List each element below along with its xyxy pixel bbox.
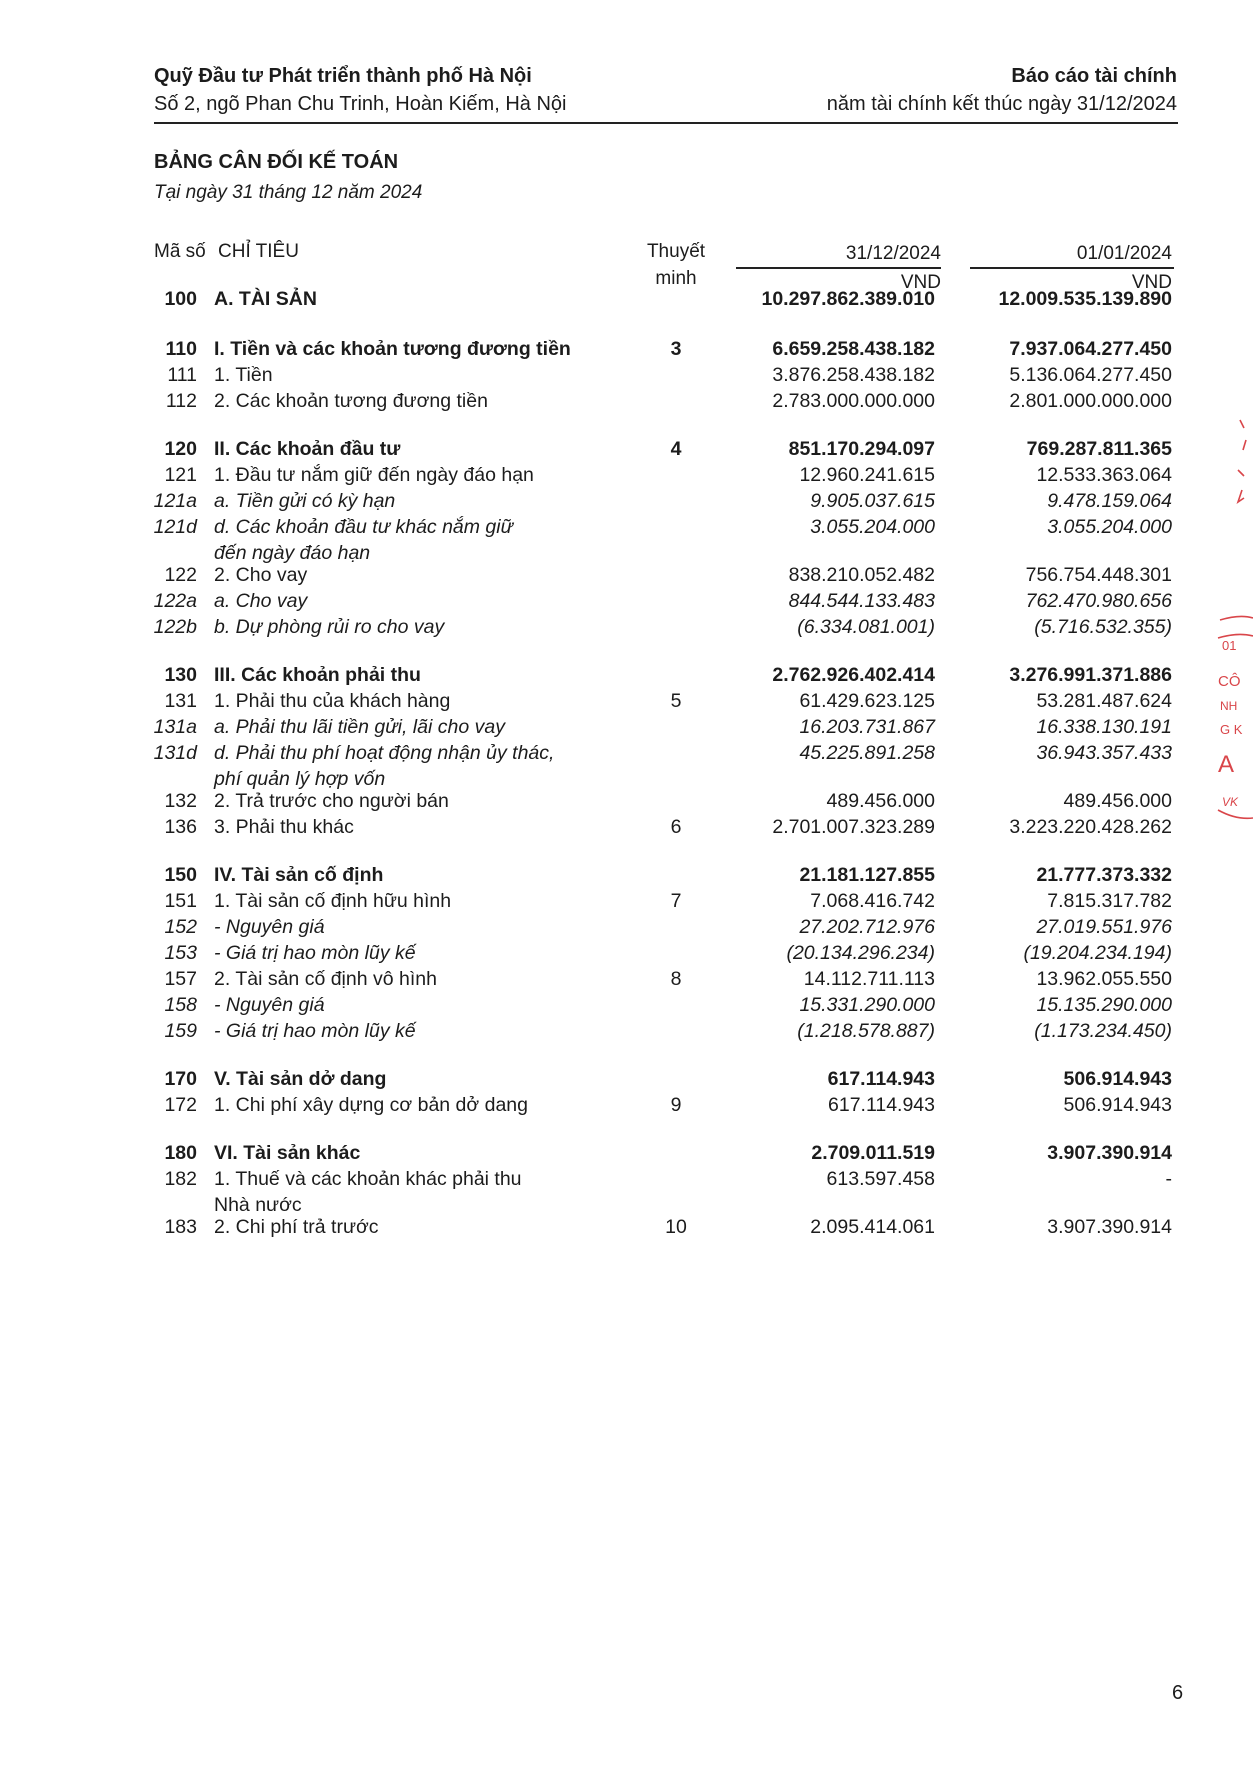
row-label <box>214 966 614 992</box>
row-code: 131 <box>164 690 197 712</box>
row-label <box>214 914 614 940</box>
row-code: 100 <box>164 288 197 310</box>
row-value-prior: 2.801.000.000.000 <box>1009 390 1172 412</box>
row-code: 159 <box>164 1020 197 1042</box>
row-value-current: 2.783.000.000.000 <box>772 390 935 412</box>
row-value-prior: 53.281.487.624 <box>1036 690 1172 712</box>
row-label <box>214 1018 614 1044</box>
row-value-prior: 3.276.991.371.886 <box>1009 664 1172 686</box>
row-label-line: I. Tiền và các khoản tương đương tiền <box>214 338 571 360</box>
row-value-prior: 12.533.363.064 <box>1036 464 1172 486</box>
row-note: 9 <box>670 1094 682 1116</box>
row-label-line: 1. Chi phí xây dựng cơ bản dở dang <box>214 1094 528 1116</box>
row-value-prior: 21.777.373.332 <box>1036 864 1172 886</box>
row-label-line-2: đến ngày đáo hạn <box>214 542 371 564</box>
row-label-line: 2. Tài sản cố định vô hình <box>214 968 437 990</box>
row-code: 131a <box>153 716 197 738</box>
svg-text:VK: VK <box>1222 795 1239 809</box>
svg-text:G K: G K <box>1220 722 1243 737</box>
row-code: 132 <box>164 790 197 812</box>
row-label-line: a. Tiền gửi có kỳ hạn <box>214 490 396 512</box>
row-label <box>214 286 614 312</box>
column-header-item: CHỈ TIÊU <box>218 241 299 262</box>
column-header-date-current: 31/12/2024 <box>845 243 941 264</box>
row-value-prior: 7.815.317.782 <box>1047 890 1172 912</box>
row-code: 110 <box>165 338 197 360</box>
row-value-prior: 3.223.220.428.262 <box>1009 816 1172 838</box>
row-label <box>214 940 614 966</box>
row-label-line: a. Cho vay <box>214 590 308 612</box>
row-label <box>214 336 614 362</box>
row-value-prior: 5.136.064.277.450 <box>1009 364 1172 386</box>
row-code: 180 <box>164 1142 197 1164</box>
row-label-line: 2. Chi phí trả trước <box>214 1216 379 1238</box>
row-value-prior: 12.009.535.139.890 <box>998 288 1172 310</box>
row-label-line: 1. Phải thu của khách hàng <box>214 690 451 712</box>
row-value-prior: 7.937.064.277.450 <box>1009 338 1172 360</box>
row-value-prior: 16.338.130.191 <box>1036 716 1172 738</box>
row-label-line: b. Dự phòng rủi ro cho vay <box>214 616 445 638</box>
row-value-current: 851.170.294.097 <box>788 438 935 460</box>
row-label <box>214 992 614 1018</box>
row-value-prior: 756.754.448.301 <box>1025 564 1172 586</box>
row-value-current: (1.218.578.887) <box>797 1020 935 1042</box>
svg-text:NH: NH <box>1220 699 1238 713</box>
row-value-prior: 3.907.390.914 <box>1047 1216 1172 1238</box>
row-label-line: a. Phải thu lãi tiền gửi, lãi cho vay <box>214 716 505 738</box>
row-value-prior: 15.135.290.000 <box>1036 994 1172 1016</box>
row-code: 152 <box>164 916 197 938</box>
row-value-current: 3.876.258.438.182 <box>772 364 935 386</box>
row-value-current: 27.202.712.976 <box>799 916 935 938</box>
row-label <box>214 814 614 840</box>
row-label <box>214 662 614 688</box>
row-code: 121d <box>153 516 197 538</box>
row-value-current: 2.762.926.402.414 <box>772 664 935 686</box>
row-label <box>214 588 614 614</box>
row-label <box>214 788 614 814</box>
row-note: 4 <box>670 438 682 460</box>
row-label <box>214 862 614 888</box>
row-label-line: 3. Phải thu khác <box>214 816 354 838</box>
row-label-line: III. Các khoản phải thu <box>214 664 421 686</box>
row-value-current: 9.905.037.615 <box>810 490 935 512</box>
row-code: 120 <box>164 438 197 460</box>
row-value-current: 2.095.414.061 <box>810 1216 935 1238</box>
row-value-prior: 3.055.204.000 <box>1047 516 1172 538</box>
column-header-date-prior: 01/01/2024 <box>1076 243 1172 264</box>
row-label <box>214 688 614 714</box>
row-value-prior: 13.962.055.550 <box>1036 968 1172 990</box>
row-value-prior: 9.478.159.064 <box>1047 490 1172 512</box>
row-code: 122a <box>153 590 197 612</box>
row-label <box>214 888 614 914</box>
document-title: BẢNG CÂN ĐỐI KẾ TOÁN <box>154 151 399 173</box>
row-label-line: - Nguyên giá <box>214 916 325 938</box>
row-value-current: 10.297.862.389.010 <box>761 288 935 310</box>
row-label-line: A. TÀI SẢN <box>214 288 317 310</box>
row-code: 182 <box>164 1168 197 1190</box>
row-label-line: 1. Thuế và các khoản khác phải thu <box>214 1168 522 1190</box>
row-value-current: 61.429.623.125 <box>799 690 935 712</box>
row-code: 172 <box>164 1094 197 1116</box>
row-value-prior: - <box>1165 1168 1172 1190</box>
row-value-current: 2.709.011.519 <box>811 1142 935 1164</box>
row-value-prior: 489.456.000 <box>1063 790 1172 812</box>
row-value-current: 14.112.711.113 <box>803 968 935 990</box>
row-note: 6 <box>670 816 682 838</box>
row-value-current: 844.544.133.483 <box>788 590 935 612</box>
row-code: 122 <box>164 564 197 586</box>
row-label-line: d. Các khoản đầu tư khác nắm giữ <box>214 516 513 538</box>
row-code: 136 <box>164 816 197 838</box>
row-code: 122b <box>153 616 197 638</box>
row-code: 151 <box>164 890 197 912</box>
row-label <box>214 362 614 388</box>
row-label-line: - Giá trị hao mòn lũy kế <box>214 942 416 964</box>
column-header-code: Mã số <box>154 241 206 262</box>
row-label <box>214 462 614 488</box>
row-label <box>214 436 614 462</box>
row-code: 121a <box>153 490 197 512</box>
row-value-current: 617.114.943 <box>828 1094 935 1116</box>
row-note: 7 <box>670 890 682 912</box>
row-value-current: 21.181.127.855 <box>799 864 935 886</box>
row-label-line: II. Các khoản đầu tư <box>214 438 401 460</box>
row-label-line: V. Tài sản dở dang <box>214 1068 387 1090</box>
row-label-line: IV. Tài sản cố định <box>214 864 384 886</box>
row-label <box>214 562 614 588</box>
row-label-line: - Giá trị hao mòn lũy kế <box>214 1020 416 1042</box>
row-label-line: 2. Cho vay <box>214 564 308 586</box>
row-label-line: 1. Tài sản cố định hữu hình <box>214 890 452 912</box>
row-label <box>214 388 614 414</box>
row-label <box>214 1066 614 1092</box>
svg-text:CÔ: CÔ <box>1218 673 1241 690</box>
row-value-prior: 769.287.811.365 <box>1026 438 1172 460</box>
row-code: 131d <box>153 742 197 764</box>
row-label-line-2: Nhà nước <box>214 1194 302 1216</box>
row-code: 150 <box>164 864 197 886</box>
row-value-current: 45.225.891.258 <box>799 742 935 764</box>
row-label-line: d. Phải thu phí hoạt động nhận ủy thác, <box>214 742 555 764</box>
row-label-line: 2. Các khoản tương đương tiền <box>214 390 488 412</box>
row-value-prior: 3.907.390.914 <box>1047 1142 1172 1164</box>
row-label <box>214 1140 614 1166</box>
row-value-current: 16.203.731.867 <box>799 716 935 738</box>
row-label <box>214 488 614 514</box>
row-value-prior: 27.019.551.976 <box>1036 916 1172 938</box>
row-label-line: - Nguyên giá <box>214 994 325 1016</box>
row-code: 121 <box>164 464 197 486</box>
row-value-current: 7.068.416.742 <box>810 890 935 912</box>
row-label-line: VI. Tài sản khác <box>214 1142 361 1164</box>
row-value-prior: (19.204.234.194) <box>1023 942 1172 964</box>
column-header-unit-current: VND <box>900 272 941 293</box>
row-value-prior: (5.716.532.355) <box>1034 616 1172 638</box>
row-label-line: 1. Tiền <box>214 364 273 386</box>
column-header-note-line2: minh <box>655 268 697 289</box>
row-value-current: 12.960.241.615 <box>799 464 935 486</box>
document-subtitle: Tại ngày 31 tháng 12 năm 2024 <box>154 182 423 203</box>
row-label <box>214 614 614 640</box>
org-name: Quỹ Đầu tư Phát triển thành phố Hà Nội <box>154 65 532 87</box>
row-code: 170 <box>164 1068 197 1090</box>
org-address: Số 2, ngõ Phan Chu Trinh, Hoàn Kiếm, Hà Nội <box>154 93 567 115</box>
row-label <box>214 1166 614 1218</box>
page-number: 6 <box>1172 1682 1184 1704</box>
report-type: Báo cáo tài chính <box>1011 65 1177 87</box>
row-value-current: 6.659.258.438.182 <box>772 338 935 360</box>
row-value-current: 617.114.943 <box>827 1068 935 1090</box>
row-note: 8 <box>670 968 682 990</box>
row-label <box>214 514 614 566</box>
row-value-prior: 506.914.943 <box>1063 1094 1172 1116</box>
report-period: năm tài chính kết thúc ngày 31/12/2024 <box>826 93 1177 115</box>
svg-text:01: 01 <box>1222 638 1237 653</box>
row-note: 10 <box>665 1216 687 1238</box>
row-value-current: 15.331.290.000 <box>799 994 935 1016</box>
row-code: 157 <box>164 968 197 990</box>
row-value-current: 2.701.007.323.289 <box>772 816 935 838</box>
row-label-line-2: phí quản lý hợp vốn <box>214 768 386 790</box>
row-value-current: 838.210.052.482 <box>788 564 935 586</box>
row-label <box>214 1214 614 1240</box>
row-code: 153 <box>164 942 197 964</box>
row-value-current: 3.055.204.000 <box>810 516 935 538</box>
row-value-current: 489.456.000 <box>826 790 935 812</box>
row-code: 112 <box>165 390 197 412</box>
row-code: 158 <box>164 994 197 1016</box>
row-value-prior: 762.470.980.656 <box>1025 590 1172 612</box>
row-label <box>214 714 614 740</box>
row-label <box>214 1092 614 1118</box>
column-header-note-line1: Thuyết <box>646 241 706 262</box>
row-note: 3 <box>670 338 682 360</box>
row-code: 130 <box>164 664 197 686</box>
row-value-current: 613.597.458 <box>826 1168 935 1190</box>
row-label-line: 2. Trả trước cho người bán <box>214 790 449 812</box>
column-header-unit-prior: VND <box>1131 272 1172 293</box>
row-label <box>214 740 614 792</box>
row-value-current: (6.334.081.001) <box>797 616 935 638</box>
row-value-current: (20.134.296.234) <box>786 942 935 964</box>
row-label-line: 1. Đầu tư nắm giữ đến ngày đáo hạn <box>214 464 534 486</box>
red-stamp-edge <box>1210 380 1253 860</box>
svg-text:A: A <box>1218 751 1235 778</box>
row-value-prior: 36.943.357.433 <box>1036 742 1172 764</box>
row-code: 111 <box>167 364 197 386</box>
row-value-prior: 506.914.943 <box>1063 1068 1172 1090</box>
row-note: 5 <box>670 690 682 712</box>
row-code: 183 <box>164 1216 197 1238</box>
row-value-prior: (1.173.234.450) <box>1034 1020 1172 1042</box>
